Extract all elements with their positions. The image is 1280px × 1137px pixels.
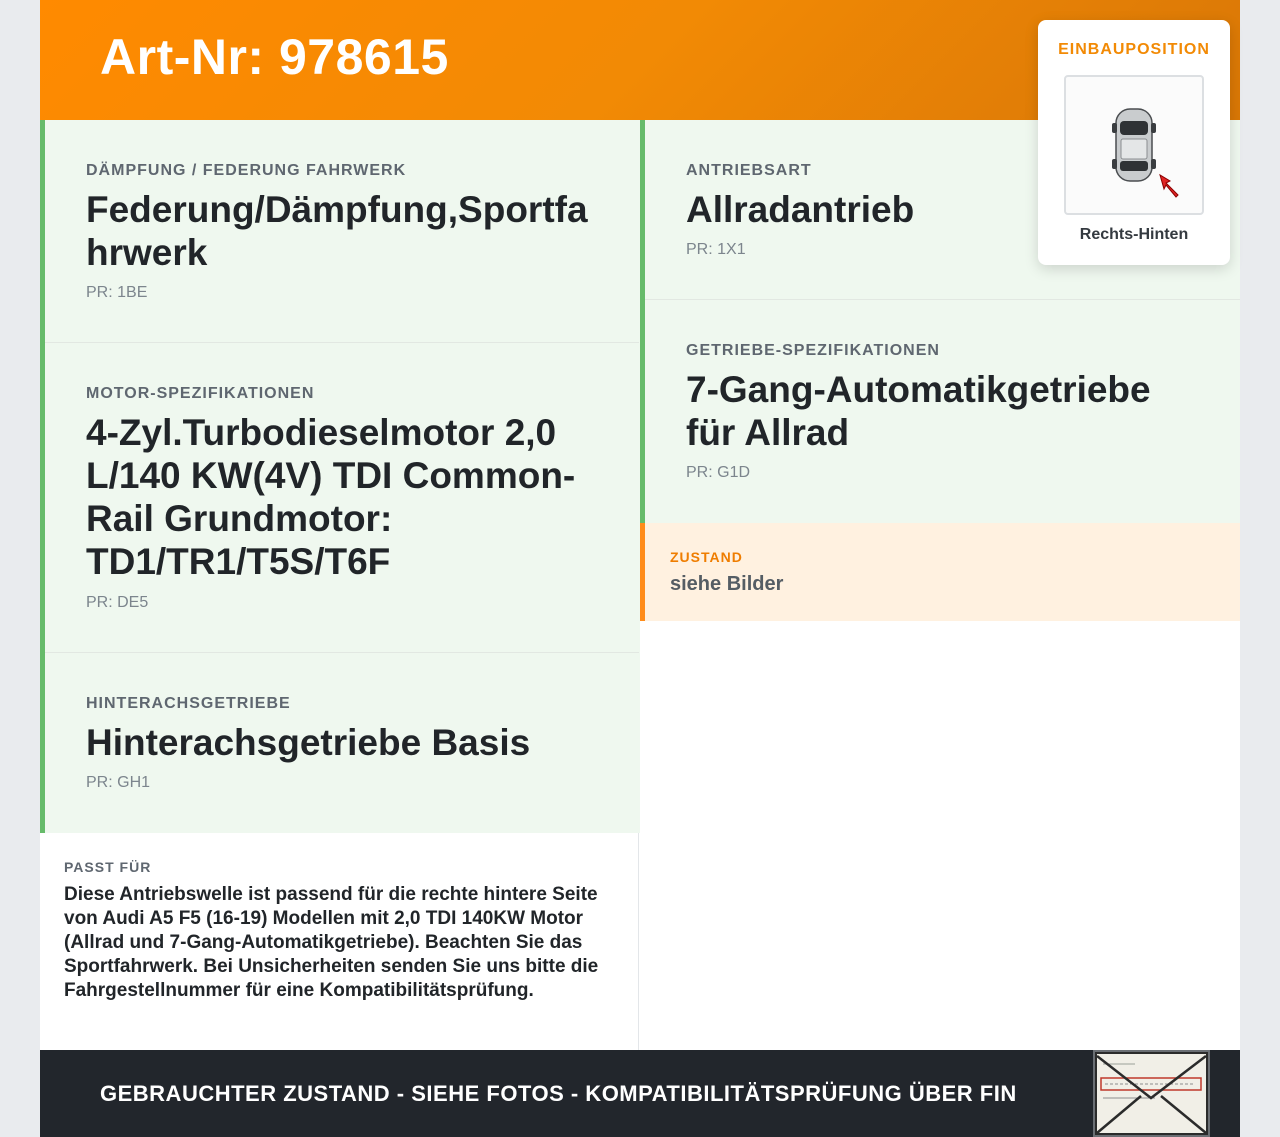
spec-value-line: hrwerk bbox=[86, 232, 208, 273]
footer-bar bbox=[40, 1050, 1240, 1137]
mounting-position-value: Rechts-Hinten bbox=[1079, 226, 1189, 243]
envelope-document-icon[interactable] bbox=[1093, 1050, 1210, 1137]
compatibility-label: PASST FÜR bbox=[64, 859, 152, 875]
spec-card-daempfung bbox=[40, 120, 640, 343]
spec-value-line: Rail Grundmotor: bbox=[86, 498, 393, 539]
spec-value-line: Allradantrieb bbox=[686, 189, 915, 230]
car-top-view-icon bbox=[1064, 75, 1204, 215]
spec-label: GETRIEBE-SPEZIFIKATIONEN bbox=[686, 342, 940, 359]
condition-label: ZUSTAND bbox=[670, 549, 743, 565]
spec-value bbox=[86, 411, 575, 583]
spec-value-line: Federung/Dämpfung,Sportfa bbox=[86, 189, 588, 230]
product-spec-sheet bbox=[40, 0, 1240, 1137]
spec-card-motor bbox=[40, 343, 640, 653]
spec-value-line: 7-Gang-Automatikgetriebe bbox=[686, 369, 1151, 410]
spec-pr-code: PR: 1X1 bbox=[686, 241, 746, 258]
spec-value bbox=[86, 721, 530, 764]
spec-pr-code: PR: DE5 bbox=[86, 594, 149, 611]
spec-label: DÄMPFUNG / FEDERUNG FAHRWERK bbox=[86, 162, 407, 179]
mounting-position-label: EINBAUPOSITION bbox=[1058, 41, 1210, 58]
spec-card-getriebe bbox=[640, 300, 1240, 523]
spec-value bbox=[86, 188, 588, 274]
spec-value-line: TD1/TR1/T5S/T6F bbox=[86, 541, 391, 582]
condition-box bbox=[640, 523, 1240, 621]
mounting-position-card bbox=[1038, 20, 1230, 265]
spec-value-line: Hinterachsgetriebe Basis bbox=[86, 722, 531, 763]
spec-label: ANTRIEBSART bbox=[686, 162, 812, 179]
spec-pr-code: PR: G1D bbox=[686, 464, 751, 481]
spec-pr-code: PR: GH1 bbox=[86, 774, 151, 791]
spec-pr-code: PR: 1BE bbox=[86, 284, 148, 301]
spec-value bbox=[686, 368, 1151, 454]
footer-text: GEBRAUCHTER ZUSTAND - SIEHE FOTOS - KOMPATIBILITÄTSPRÜFUNG ÜBER FIN bbox=[100, 1081, 1017, 1106]
spec-value-line: für Allrad bbox=[686, 412, 850, 453]
spec-card-hinterachsgetriebe bbox=[40, 653, 640, 833]
spec-label: HINTERACHSGETRIEBE bbox=[86, 695, 291, 712]
spec-value-line: 4-Zyl.Turbodieselmotor 2,0 bbox=[86, 412, 557, 453]
spec-label: MOTOR-SPEZIFIKATIONEN bbox=[86, 385, 315, 402]
condition-value: siehe Bilder bbox=[670, 573, 784, 595]
compatibility-text: Diese Antriebswelle ist passend für die rechte hintere Seite von Audi A5 F5 (16-19) Modellen mit 2,0 TDI 140KW Motor (Allrad und 7-Gang-Automatikgetriebe). Beachten Sie das Sportfahrwerk. Bei Unsicherheiten senden Sie uns bitte die Fahrgestellnummer für eine Kompatibilitätsprüfung. bbox=[64, 884, 599, 1001]
compatibility-section bbox=[40, 833, 639, 1050]
spec-value-line: L/140 KW(4V) TDI Common- bbox=[86, 455, 576, 496]
article-number-title: Art-Nr: 978615 bbox=[100, 29, 449, 85]
spec-value bbox=[686, 188, 914, 231]
